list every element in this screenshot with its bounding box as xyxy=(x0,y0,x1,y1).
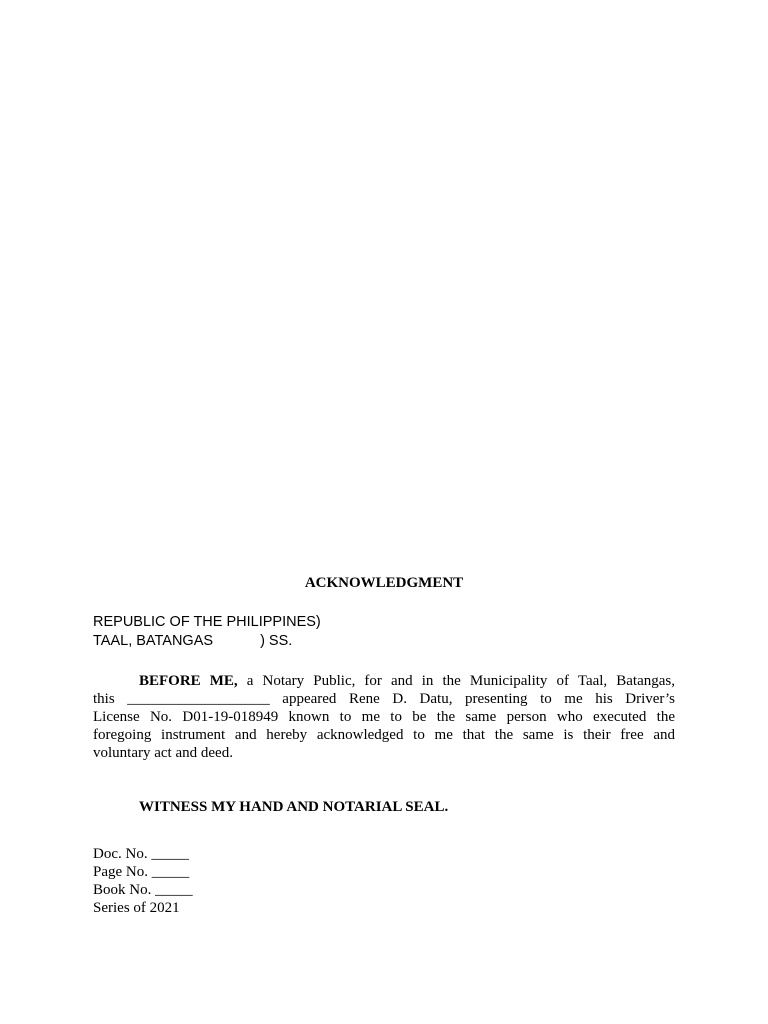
paragraph-line-1-text: a Notary Public, for and in the Municipality of Taal, Batangas, xyxy=(237,673,675,689)
paragraph-line-4: foregoing instrument and hereby acknowledged to me that the same is their free and xyxy=(93,727,675,743)
acknowledgment-paragraph xyxy=(93,672,675,762)
doc-number: Doc. No. _____ xyxy=(93,846,189,862)
paragraph-lead: BEFORE ME, xyxy=(139,673,238,689)
venue-country: REPUBLIC OF THE PHILIPPINES) xyxy=(93,614,321,630)
venue-ss: ) SS. xyxy=(260,633,293,649)
series-year: Series of 2021 xyxy=(93,900,180,916)
paragraph-line-2: this ___________________ appeared Rene D. Datu, presenting to me his Driver’s xyxy=(93,691,675,707)
venue-block xyxy=(93,613,321,651)
paragraph-line-1 xyxy=(93,672,675,690)
paragraph-line-5: voluntary act and deed. xyxy=(93,745,233,761)
venue-place-line xyxy=(93,632,321,651)
notarial-register-block xyxy=(93,845,193,917)
venue-place: TAAL, BATANGAS xyxy=(93,633,214,649)
page-number: Page No. _____ xyxy=(93,864,190,880)
paragraph-line-3: License No. D01-19-018949 known to me to be the same person who executed the xyxy=(93,709,675,725)
document-title: ACKNOWLEDGMENT xyxy=(304,575,464,591)
book-number: Book No. _____ xyxy=(93,882,193,898)
witness-clause: WITNESS MY HAND AND NOTARIAL SEAL. xyxy=(139,799,449,815)
